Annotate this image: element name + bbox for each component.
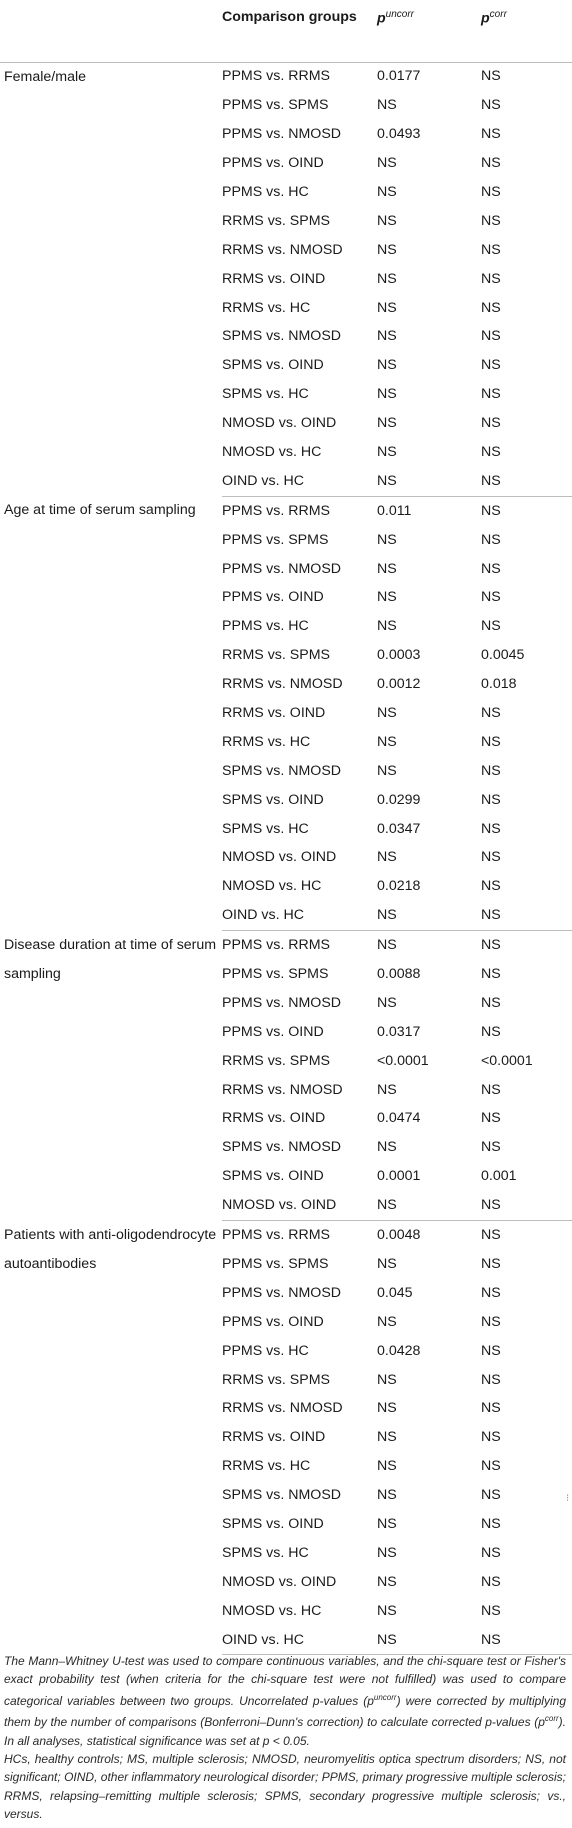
comparison-cell: PPMS vs. SPMS <box>222 531 329 548</box>
p-uncorr-cell: <0.0001 <box>377 1052 429 1069</box>
comparison-cell: RRMS vs. SPMS <box>222 1052 330 1069</box>
p-corr-cell: NS <box>481 97 501 114</box>
p-corr-cell: NS <box>481 467 572 496</box>
comparison-cell: PPMS vs. NMOSD <box>222 126 342 143</box>
comparison-cell: PPMS vs. OIND <box>222 155 324 172</box>
comparison-cell: PPMS vs. SPMS <box>222 97 329 114</box>
footnote-methods-b: ) were corrected by multiplying them by the number of comparisons (Bonferroni–Dunn's correction) to calculate corrected p-values (p <box>4 1693 566 1730</box>
p-corr-cell: NS <box>481 1458 501 1475</box>
p-corr-cell: NS <box>481 531 501 548</box>
row-category <box>0 62 222 496</box>
p-corr-cell: NS <box>481 994 501 1011</box>
comparison-cell: RRMS vs. OIND <box>222 270 326 287</box>
row-category <box>0 931 222 1221</box>
p-corr-cell: NS <box>481 328 501 345</box>
comparison-cell: NMOSD vs. HC <box>222 878 322 895</box>
p-corr-cell: NS <box>481 1573 501 1590</box>
comparison-cell: RRMS vs. HC <box>222 1458 311 1475</box>
p-uncorr-cell: 0.0088 <box>377 966 421 983</box>
p-corr-cell: NS <box>481 1487 501 1504</box>
p-corr-cell: NS <box>481 1227 501 1244</box>
p-corr-cell: NS <box>481 68 501 85</box>
header-p-corr-sup: corr <box>489 9 507 20</box>
p-uncorr-cell: NS <box>377 937 397 954</box>
p-uncorr-cell: 0.0428 <box>377 1342 421 1359</box>
p-corr-cell: NS <box>481 705 501 722</box>
comparison-cell: NMOSD vs. HC <box>222 1602 322 1619</box>
p-corr-cell: NS <box>481 270 501 287</box>
p-uncorr-cell: NS <box>377 1458 397 1475</box>
p-corr-cell: NS <box>481 357 501 374</box>
p-corr-cell: NS <box>481 1515 501 1532</box>
comparison-cell: PPMS vs. RRMS <box>222 1227 330 1244</box>
comparison-cell: RRMS vs. NMOSD <box>222 676 343 693</box>
p-uncorr-cell: 0.045 <box>377 1284 413 1301</box>
p-corr-cell: NS <box>481 1371 501 1388</box>
p-corr-cell: NS <box>481 241 501 258</box>
comparison-cell: PPMS vs. HC <box>222 183 309 200</box>
p-uncorr-cell: 0.0003 <box>377 647 421 664</box>
p-uncorr-cell: NS <box>377 994 397 1011</box>
row-category-label: Age at time of serum sampling <box>4 502 196 519</box>
p-uncorr-cell: 0.0299 <box>377 791 421 808</box>
p-corr-cell: NS <box>481 618 501 635</box>
row-category-label: Patients with anti-oligodendrocyte autoantibodies <box>4 1226 217 1272</box>
p-uncorr-cell: NS <box>377 1400 397 1417</box>
p-corr-cell: NS <box>481 212 501 229</box>
p-uncorr-cell: NS <box>377 1313 397 1330</box>
p-uncorr-cell: NS <box>377 270 397 287</box>
p-corr-cell: NS <box>481 878 501 895</box>
p-uncorr-cell: 0.011 <box>377 502 412 519</box>
comparison-cell: RRMS vs. SPMS <box>222 1371 330 1388</box>
header-p-corr-main: p <box>481 10 490 27</box>
p-uncorr-cell: NS <box>377 560 397 577</box>
p-uncorr-cell: NS <box>377 1081 397 1098</box>
p-uncorr-cell: NS <box>377 183 397 200</box>
p-corr-cell: NS <box>481 155 501 172</box>
comparison-cell: NMOSD vs. HC <box>222 444 322 460</box>
p-corr-cell: NS <box>481 966 501 983</box>
comparison-cell: NMOSD vs. OIND <box>222 1191 377 1220</box>
comparison-cell: RRMS vs. NMOSD <box>222 1081 343 1098</box>
comparison-cell: RRMS vs. OIND <box>222 1429 326 1446</box>
p-corr-cell: NS <box>481 1400 501 1417</box>
comparison-cell: RRMS vs. OIND <box>222 1110 326 1127</box>
p-uncorr-cell: 0.0493 <box>377 126 421 143</box>
table-row <box>0 496 572 525</box>
p-uncorr-cell: NS <box>377 849 397 866</box>
p-uncorr-cell: NS <box>377 212 397 229</box>
header-p-uncorr-main: p <box>377 10 386 27</box>
comparison-cell: RRMS vs. OIND <box>222 705 326 722</box>
p-uncorr-cell: NS <box>377 1139 397 1156</box>
p-uncorr-cell: NS <box>377 762 397 779</box>
p-uncorr-cell: NS <box>377 1515 397 1532</box>
header-p-corr <box>481 0 572 62</box>
comparison-cell: SPMS vs. NMOSD <box>222 1139 342 1156</box>
p-uncorr-cell: NS <box>377 415 397 432</box>
header-p-uncorr-sup: uncorr <box>385 9 415 20</box>
p-uncorr-cell: NS <box>377 241 397 258</box>
p-corr-cell: NS <box>481 299 501 316</box>
comparison-cell: PPMS vs. HC <box>222 618 309 635</box>
comparison-cell: SPMS vs. HC <box>222 820 309 837</box>
comparison-cell: RRMS vs. HC <box>222 299 311 316</box>
p-corr-cell: NS <box>481 901 572 930</box>
p-corr-cell: NS <box>481 1602 501 1619</box>
p-uncorr-cell: NS <box>377 1487 397 1504</box>
table-row <box>0 1221 572 1250</box>
p-corr-cell: 0.018 <box>481 676 517 693</box>
p-uncorr-cell: NS <box>377 1544 397 1561</box>
table-body <box>0 62 572 1655</box>
row-category-label: Female/male <box>4 68 87 85</box>
p-corr-cell: NS <box>481 1342 501 1359</box>
header-p-uncorr <box>377 0 481 62</box>
p-uncorr-cell: NS <box>377 531 397 548</box>
p-corr-cell: NS <box>481 733 501 750</box>
p-corr-cell: NS <box>481 1110 501 1127</box>
p-corr-cell: NS <box>481 589 501 606</box>
comparison-cell: PPMS vs. HC <box>222 1342 309 1359</box>
comparison-cell: RRMS vs. HC <box>222 733 311 750</box>
p-corr-cell: NS <box>481 1139 501 1156</box>
p-uncorr-cell: 0.0001 <box>377 1168 421 1185</box>
comparison-cell: NMOSD vs. OIND <box>222 849 337 866</box>
comparison-cell: NMOSD vs. OIND <box>222 1573 337 1590</box>
p-corr-cell: NS <box>481 183 501 200</box>
footnote-methods <box>4 1652 566 1750</box>
comparison-cell: RRMS vs. NMOSD <box>222 1400 343 1417</box>
p-corr-cell: NS <box>481 1313 501 1330</box>
p-corr-cell: NS <box>481 820 501 837</box>
p-uncorr-cell: NS <box>377 1429 397 1446</box>
row-category-label: Disease duration at time of serum sampling <box>4 936 217 982</box>
comparison-cell: SPMS vs. OIND <box>222 1168 324 1185</box>
p-corr-cell: NS <box>481 126 501 143</box>
p-corr-cell: NS <box>481 1429 501 1446</box>
comparison-cell: OIND vs. HC <box>222 1626 377 1655</box>
row-category <box>0 496 222 930</box>
p-uncorr-cell: NS <box>377 1371 397 1388</box>
comparison-cell: PPMS vs. NMOSD <box>222 1284 342 1301</box>
p-uncorr-cell: NS <box>377 467 481 496</box>
comparison-cell: PPMS vs. OIND <box>222 1023 324 1040</box>
p-uncorr-cell: 0.0218 <box>377 878 421 895</box>
p-uncorr-cell: NS <box>377 705 397 722</box>
p-uncorr-cell: NS <box>377 299 397 316</box>
p-uncorr-cell: NS <box>377 97 397 114</box>
comparison-cell: SPMS vs. OIND <box>222 1515 324 1532</box>
table-row <box>0 62 572 91</box>
comparison-cell: RRMS vs. NMOSD <box>222 241 343 258</box>
p-corr-cell: NS <box>481 791 501 808</box>
comparison-cell: RRMS vs. SPMS <box>222 647 330 664</box>
comparison-cell: SPMS vs. NMOSD <box>222 762 342 779</box>
comparison-cell: OIND vs. HC <box>222 901 377 930</box>
row-category <box>0 1221 222 1655</box>
footnote-methods-c: ). In all analyses, statistical significance was set at p < 0.05. <box>4 1715 566 1748</box>
comparison-cell: PPMS vs. OIND <box>222 589 324 606</box>
p-uncorr-cell: NS <box>377 901 481 930</box>
p-uncorr-cell: NS <box>377 618 397 635</box>
p-uncorr-cell: NS <box>377 1191 481 1220</box>
p-uncorr-cell: NS <box>377 328 397 345</box>
header-category <box>0 0 222 62</box>
table-footnote <box>4 1652 566 1824</box>
p-uncorr-cell: NS <box>377 386 397 403</box>
p-corr-cell: NS <box>481 1081 501 1098</box>
comparison-cell: SPMS vs. HC <box>222 386 309 403</box>
footnote-abbreviations: HCs, healthy controls; MS, multiple sclerosis; NMOSD, neuromyelitis optica spectrum disorders; NS, not significant; OIND, other inflammatory neurological disorder; PPMS, primary progressive multiple sclerosis; RRMS, relapsing–remitting multiple sclerosis; SPMS, secondary progressive multiple sclerosis; vs., versus. <box>4 1752 566 1822</box>
p-uncorr-cell: 0.0474 <box>377 1110 421 1127</box>
p-corr-cell: NS <box>481 762 501 779</box>
p-uncorr-cell: NS <box>377 1626 481 1655</box>
comparison-cell: RRMS vs. SPMS <box>222 212 330 229</box>
comparison-cell: PPMS vs. RRMS <box>222 502 330 519</box>
p-corr-cell: NS <box>481 560 501 577</box>
comparison-cell: PPMS vs. NMOSD <box>222 994 342 1011</box>
comparison-cell: SPMS vs. OIND <box>222 791 324 808</box>
p-corr-cell: 0.0045 <box>481 647 525 664</box>
p-uncorr-cell: NS <box>377 444 397 460</box>
p-uncorr-cell: NS <box>377 1573 397 1590</box>
comparison-cell: PPMS vs. NMOSD <box>222 560 342 577</box>
p-corr-cell: <0.0001 <box>481 1052 533 1069</box>
p-corr-cell: NS <box>481 1191 572 1220</box>
comparison-cell: PPMS vs. SPMS <box>222 1255 329 1272</box>
p-corr-cell: NS <box>481 849 501 866</box>
comparison-cell: SPMS vs. HC <box>222 1544 309 1561</box>
comparison-cell: PPMS vs. SPMS <box>222 966 329 983</box>
comparison-cell: PPMS vs. RRMS <box>222 68 330 85</box>
p-uncorr-cell: NS <box>377 1255 397 1272</box>
p-corr-cell: NS <box>481 1544 501 1561</box>
comparison-cell: OIND vs. HC <box>222 467 377 496</box>
p-corr-cell: NS <box>481 1023 501 1040</box>
p-corr-cell: NS <box>481 1284 501 1301</box>
p-uncorr-cell: NS <box>377 589 397 606</box>
p-corr-cell: NS <box>481 937 501 954</box>
p-corr-cell: NS <box>481 415 501 432</box>
p-corr-cell: 0.001 <box>481 1168 517 1185</box>
comparison-cell: SPMS vs. OIND <box>222 357 324 374</box>
p-uncorr-cell: NS <box>377 155 397 172</box>
comparison-cell: PPMS vs. RRMS <box>222 937 330 954</box>
p-corr-cell: NS <box>481 444 501 460</box>
p-uncorr-cell: NS <box>377 1602 397 1619</box>
header-comparison-groups: Comparison groups <box>222 9 357 25</box>
edge-marker: ⁝ <box>566 1493 570 1504</box>
table-header <box>0 0 572 62</box>
table-row <box>0 931 572 960</box>
p-uncorr-cell: 0.0012 <box>377 676 421 693</box>
footnote-sup-uncorr: uncorr <box>373 1692 397 1702</box>
p-corr-cell: NS <box>481 1626 572 1655</box>
footnote-methods-a: The Mann–Whitney U-test was used to compare continuous variables, and the chi-square test or Fisher's exact probability test (when criteria for the chi-square test were not fulfilled) was used to compare categorical variables between two groups. Uncorrelated p-values (p <box>4 1654 566 1708</box>
comparison-cell: SPMS vs. NMOSD <box>222 1487 342 1504</box>
p-uncorr-cell: NS <box>377 357 397 374</box>
p-uncorr-cell: NS <box>377 733 397 750</box>
comparison-cell: NMOSD vs. OIND <box>222 415 337 432</box>
comparison-cell: SPMS vs. NMOSD <box>222 328 342 345</box>
footnote-sup-corr: corr <box>544 1714 559 1724</box>
p-uncorr-cell: 0.0048 <box>377 1227 421 1244</box>
p-corr-cell: NS <box>481 386 501 403</box>
p-uncorr-cell: 0.0347 <box>377 820 421 837</box>
comparison-cell: PPMS vs. OIND <box>222 1313 324 1330</box>
p-corr-cell: NS <box>481 1255 501 1272</box>
p-uncorr-cell: 0.0177 <box>377 68 421 85</box>
p-corr-cell: NS <box>481 502 501 519</box>
p-uncorr-cell: 0.0317 <box>377 1023 421 1040</box>
